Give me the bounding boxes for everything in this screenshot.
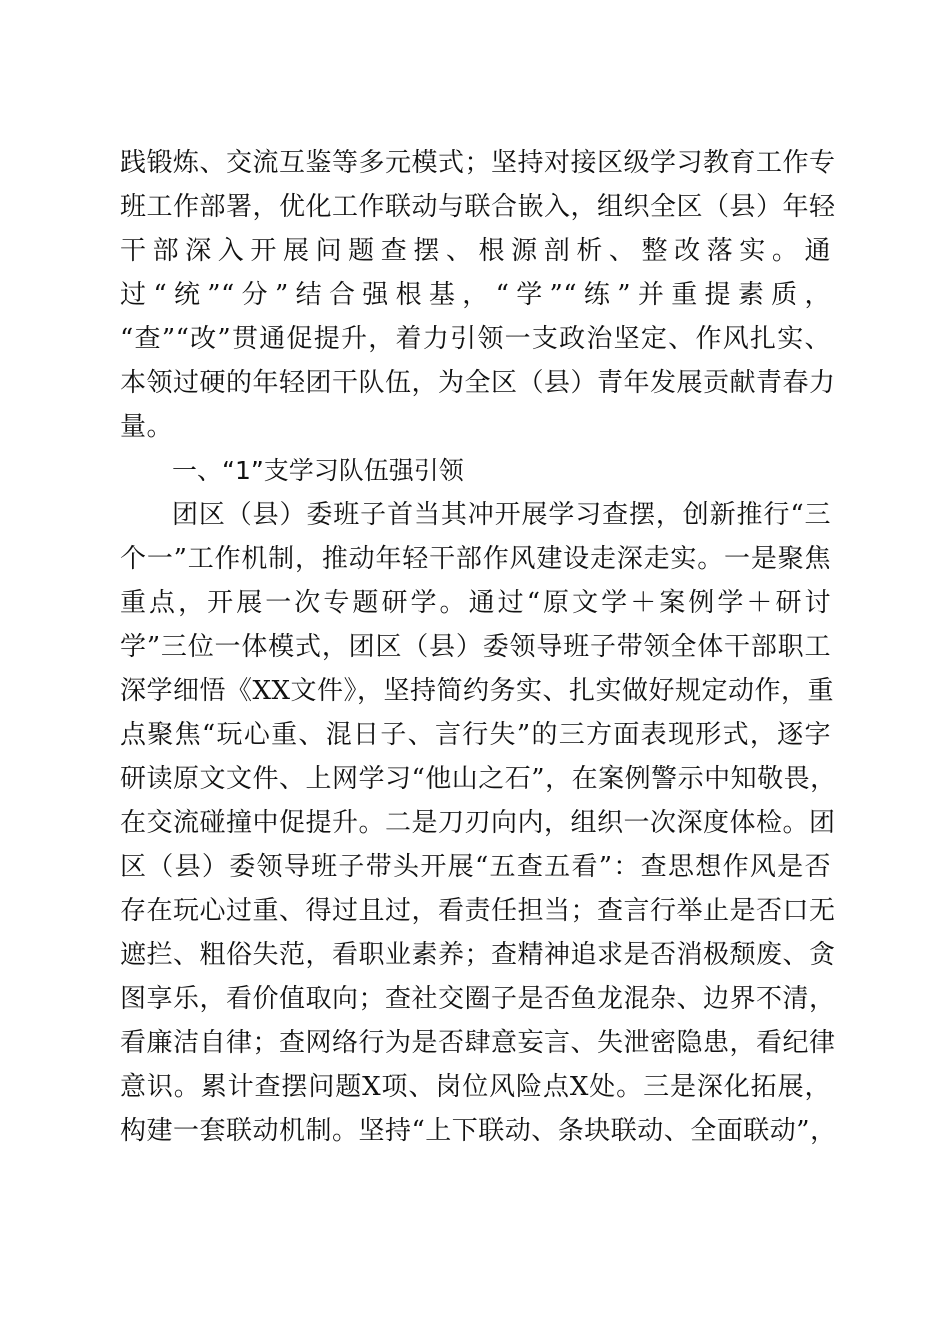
paragraph-line: 点聚焦“玩心重、混日子、言行失”的三方面表现形式，逐字 <box>120 720 831 750</box>
paragraph-line: 班工作部署，优化工作联动与联合嵌入，组织全区（县）年轻 <box>120 192 836 222</box>
paragraph-line-last: 量。 <box>120 412 174 442</box>
paragraph-line: 重点，开展一次专题研学。通过“原文学＋案例学＋研讨 <box>120 588 831 618</box>
paragraph-line: 学”三位一体模式，团区（县）委领导班子带领全体干部职工 <box>120 632 831 662</box>
paragraph-line: 存在玩心过重、得过且过，看责任担当；查言行举止是否口无 <box>120 896 836 926</box>
paragraph-first-line: 团区（县）委班子首当其冲开展学习查摆，创新推行“三 <box>172 500 831 530</box>
paragraph-line: 干部深入开展问题查摆、根源剖析、整改落实。通 <box>120 236 831 266</box>
paragraph-line: 图享乐，看价值取向；查社交圈子是否鱼龙混杂、边界不清， <box>120 984 836 1014</box>
paragraph-line: 意识。累计查摆问题X项、岗位风险点X处。三是深化拓展， <box>120 1072 831 1102</box>
paragraph-line: 个一”工作机制，推动年轻干部作风建设走深走实。一是聚焦 <box>120 544 831 574</box>
paragraph-line: 看廉洁自律；查网络行为是否肆意妄言、失泄密隐患，看纪律 <box>120 1028 836 1058</box>
paragraph-line: 深学细悟《XX文件》，坚持简约务实、扎实做好规定动作，重 <box>120 676 835 706</box>
paragraph-line: “查”“改”贯通促提升，着力引领一支政治坚定、作风扎实、 <box>120 324 831 354</box>
paragraph-line: 践锻炼、交流互鉴等多元模式；坚持对接区级学习教育工作专 <box>120 148 836 178</box>
paragraph-line: 在交流碰撞中促提升。二是刀刃向内，组织一次深度体检。团 <box>120 808 836 838</box>
paragraph-line: 区（县）委领导班子带头开展“五查五看”：查思想作风是否 <box>120 852 831 882</box>
paragraph-line: 研读原文文件、上网学习“他山之石”，在案例警示中知敬畏， <box>120 764 837 794</box>
paragraph-line: 遮拦、粗俗失范，看职业素养；查精神追求是否消极颓废、贪 <box>120 940 836 970</box>
section-heading: 一、“1”支学习队伍强引领 <box>172 456 464 485</box>
paragraph-line: 过“统”“分”结合强根基，“学”“练”并重提素质， <box>120 280 831 310</box>
paragraph-line: 本领过硬的年轻团干队伍，为全区（县）青年发展贡献青春力 <box>120 368 836 398</box>
paragraph-line: 构建一套联动机制。坚持“上下联动、条块联动、全面联动”， <box>120 1116 837 1146</box>
